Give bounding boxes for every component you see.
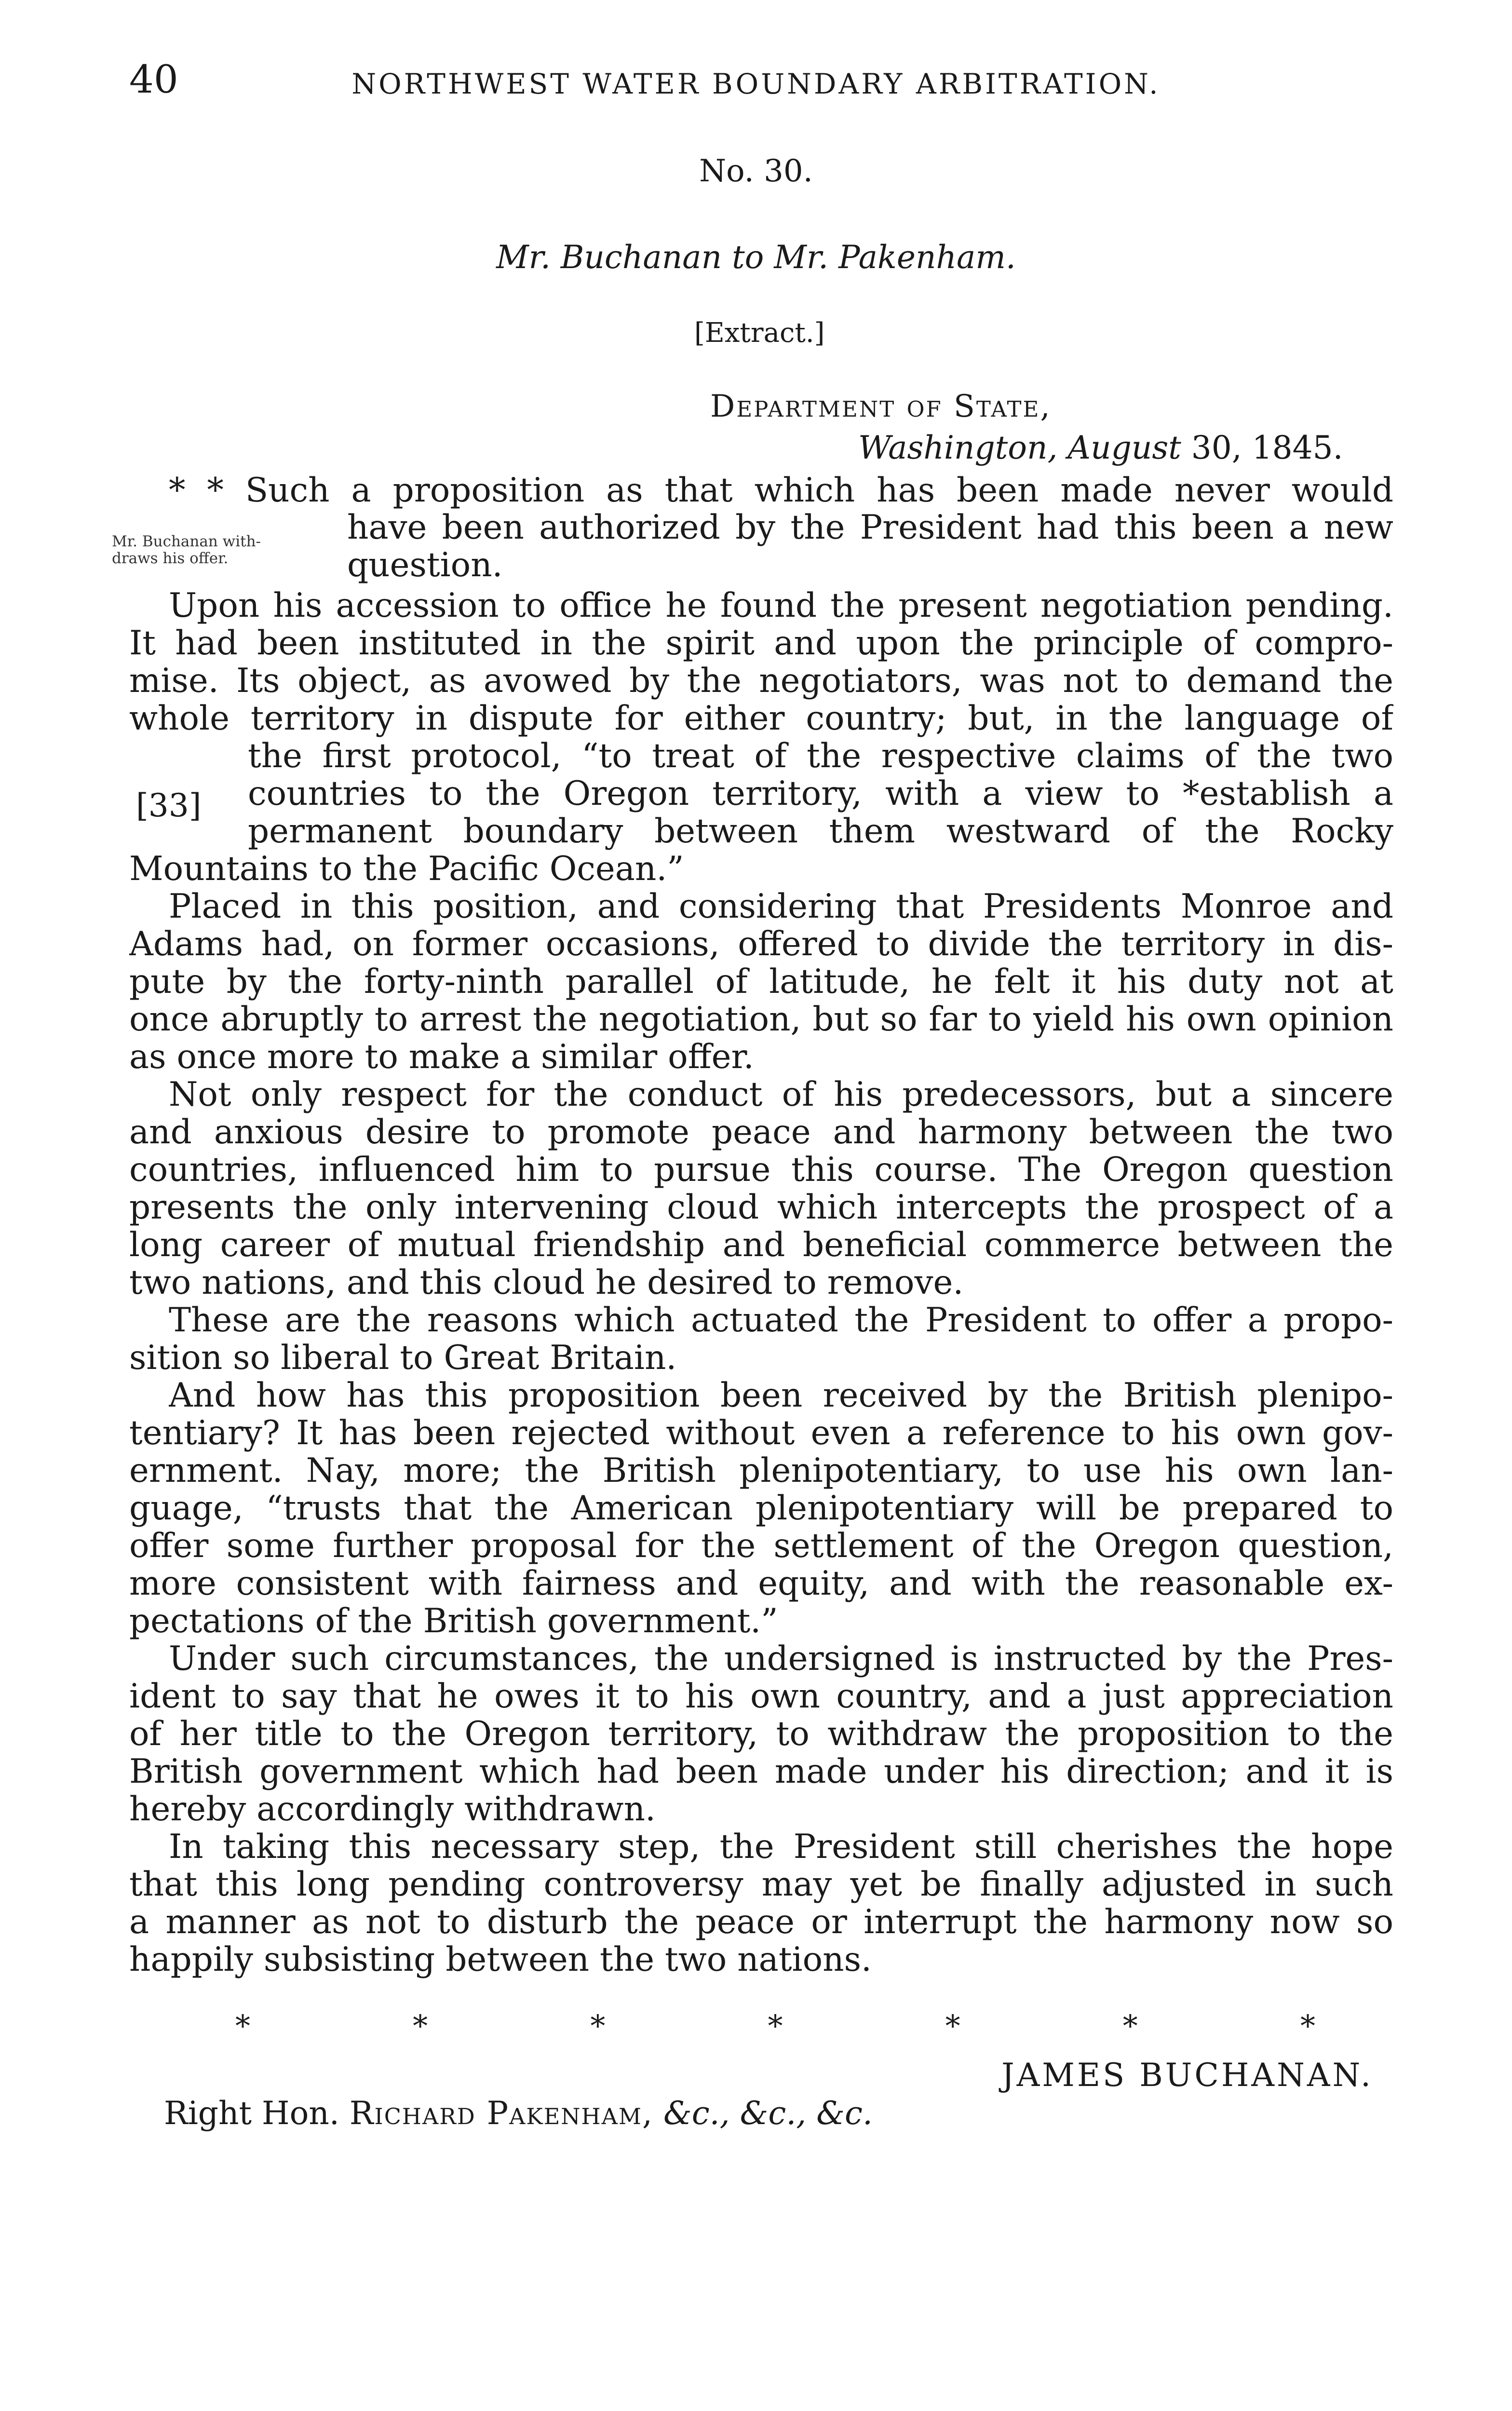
text-line: permanent boundary between them westward of the Rocky — [248, 815, 1393, 851]
page-number: 40 — [129, 57, 178, 102]
text-line: two nations, and this cloud he desired to remove. — [129, 1266, 964, 1302]
text-line: a manner as not to disturb the peace or interrupt the harmony now so — [129, 1906, 1393, 1941]
dateline-day-year: 30, 1845. — [1181, 429, 1343, 466]
ellipsis-star: * — [590, 2008, 606, 2044]
text-line: ident to say that he owes it to his own country, and a just appreciation — [129, 1680, 1393, 1716]
text-line: And how has this proposition been received by the British plenipo- — [169, 1379, 1393, 1415]
text-line: Upon his accession to office he found the present negotiation pending. — [169, 589, 1393, 625]
text-line: Placed in this position, and considering that Presidents Monroe and — [169, 890, 1393, 926]
text-line: * * Such a proposition as that which has been made never would — [169, 474, 1393, 510]
text-line: tentiary? It has been rejected without even a reference to his own gov- — [129, 1417, 1393, 1452]
ellipsis-star: * — [1122, 2008, 1138, 2044]
ellipsis-star: * — [768, 2008, 783, 2044]
text-line: It had been instituted in the spirit and upon the principle of compro- — [129, 627, 1393, 663]
ellipsis-star: * — [1300, 2008, 1315, 2044]
ellipsis-stars — [235, 2008, 1315, 2044]
text-line: and anxious desire to promote peace and harmony between the two — [129, 1116, 1393, 1151]
dateline — [858, 429, 1343, 466]
ellipsis-star: * — [413, 2008, 428, 2044]
ellipsis-star: * — [235, 2008, 250, 2044]
text-line: more consistent with fairness and equity, and with the reasonable ex- — [129, 1567, 1393, 1603]
text-line: countries to the Oregon territory, with a view to *establish a — [248, 777, 1393, 813]
text-line: Not only respect for the conduct of his predecessors, but a sincere — [169, 1078, 1393, 1114]
text-line: whole territory in dispute for either country; but, in the language of — [129, 702, 1393, 738]
addressee-suffix: &c., &c., &c. — [653, 2095, 873, 2132]
text-line: pute by the forty-ninth parallel of latitude, he felt it his duty not at — [129, 965, 1393, 1001]
text-line: guage, “trusts that the American plenipotentiary will be prepared to — [129, 1492, 1393, 1528]
running-title: NORTHWEST WATER BOUNDARY ARBITRATION. — [351, 68, 1161, 100]
text-line: happily subsisting between the two nations. — [129, 1943, 872, 1979]
signature: JAMES BUCHANAN. — [1001, 2057, 1373, 2094]
text-line: ernment. Nay, more; the British plenipotentiary, to use his own lan- — [129, 1454, 1393, 1490]
text-line: of her title to the Oregon territory, to withdraw the proposition to the — [129, 1718, 1393, 1753]
text-line: that this long pending controversy may yet be finally adjusted in such — [129, 1868, 1393, 1904]
margin-note-line: Mr. Buchanan with- — [112, 533, 261, 550]
addressee — [164, 2095, 873, 2132]
text-line: have been authorized by the President had this been a new — [347, 511, 1393, 547]
text-line: sition so liberal to Great Britain. — [129, 1341, 677, 1377]
department-heading: Department of State, — [710, 389, 1052, 424]
text-line: Mountains to the Pacific Ocean.” — [129, 853, 684, 888]
text-line: mise. Its object, as avowed by the negotiators, was not to demand the — [129, 664, 1393, 700]
original-page-marker: [33] — [136, 787, 202, 824]
addressee-name: Richard Pakenham, — [349, 2095, 653, 2132]
text-line: countries, influenced him to pursue this course. The Oregon question — [129, 1153, 1393, 1189]
text-line: pectations of the British government.” — [129, 1605, 778, 1640]
text-line: British government which had been made under his direction; and it is — [129, 1755, 1393, 1791]
text-line: as once more to make a similar offer. — [129, 1041, 754, 1076]
text-line: In taking this necessary step, the President still cherishes the hope — [169, 1830, 1393, 1866]
text-line: question. — [347, 549, 503, 584]
extract-label: [Extract.] — [694, 317, 825, 349]
text-line: long career of mutual friendship and beneficial commerce between the — [129, 1229, 1393, 1264]
letter-title: Mr. Buchanan to Mr. Pakenham. — [496, 239, 1016, 276]
text-line: the first protocol, “to treat of the respective claims of the two — [248, 740, 1393, 775]
document-number: No. 30. — [699, 153, 813, 189]
text-line: hereby accordingly withdrawn. — [129, 1793, 656, 1829]
text-line: Adams had, on former occasions, offered to divide the territory in dis- — [129, 928, 1393, 963]
text-line: Under such circumstances, the undersigned is instructed by the Pres- — [169, 1642, 1393, 1678]
text-line: presents the only intervening cloud which intercepts the prospect of a — [129, 1191, 1393, 1227]
text-line: offer some further proposal for the settlement of the Oregon question, — [129, 1530, 1393, 1565]
dateline-place: Washington, August — [858, 429, 1181, 466]
margin-note-line: draws his offer. — [112, 550, 229, 567]
ellipsis-star: * — [945, 2008, 960, 2044]
text-line: once abruptly to arrest the negotiation, but so far to yield his own opinion — [129, 1003, 1393, 1039]
text-line: These are the reasons which actuated the President to offer a propo- — [169, 1304, 1393, 1340]
addressee-prefix: Right Hon. — [164, 2095, 350, 2132]
